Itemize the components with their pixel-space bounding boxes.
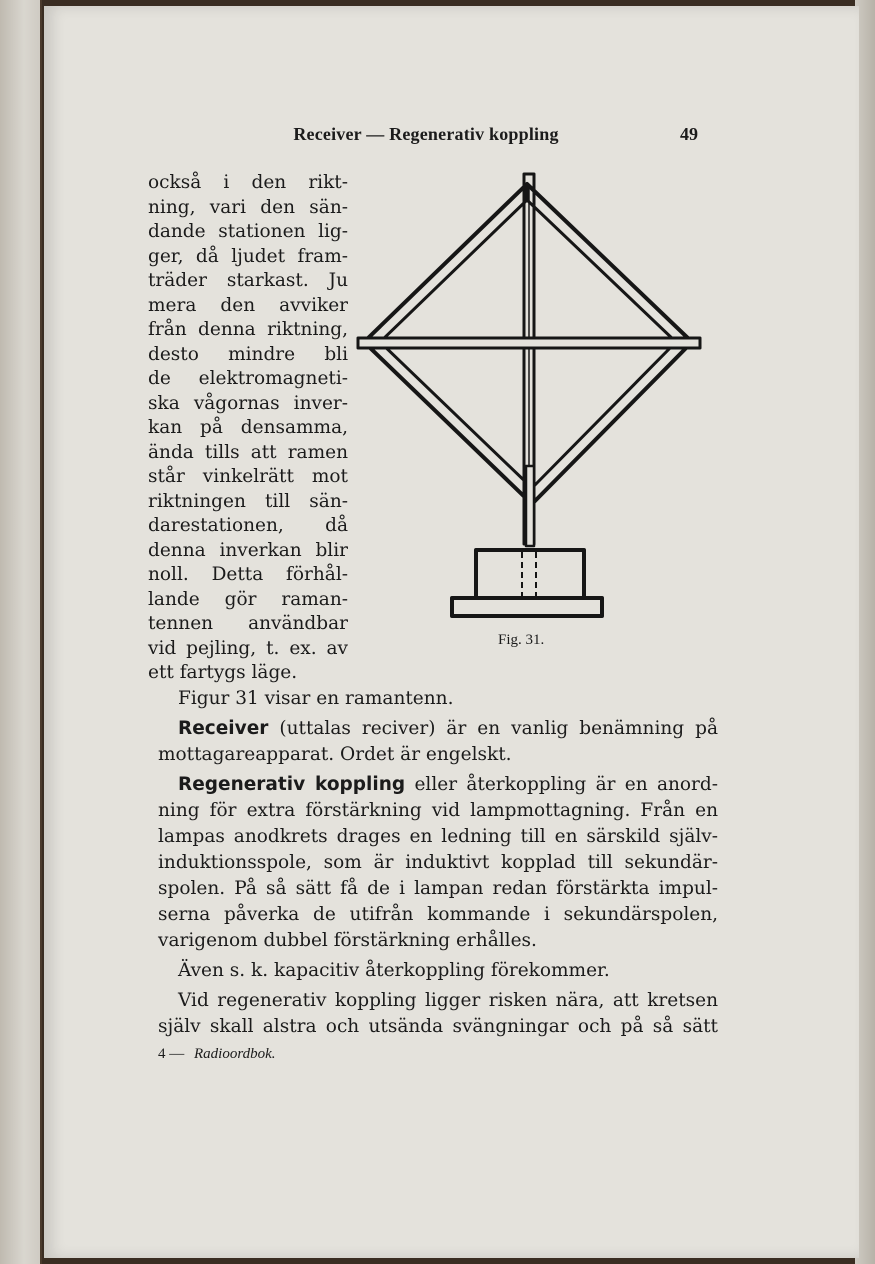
side-line: de elektromagneti- bbox=[148, 368, 348, 389]
entry-receiver: Receiver (uttalas reciver) är en vanlig benämning på mottagareapparat. Ordet är engelskt. bbox=[158, 718, 718, 765]
figure-caption: Fig. 31. bbox=[498, 632, 545, 648]
risk-paragraph: Vid regenerativ koppling ligger risken nära, att kretsen själv skall alstra och utsända svängningar och på så sätt bbox=[158, 990, 718, 1037]
signature-footer bbox=[158, 1046, 276, 1063]
side-line: riktningen till sän- bbox=[148, 490, 348, 512]
book-source: Radioordbok. bbox=[194, 1046, 276, 1062]
antenna-crossbar bbox=[358, 338, 700, 348]
side-line: desto mindre bli bbox=[148, 343, 348, 365]
side-line: noll. Detta förhål- bbox=[148, 564, 348, 585]
side-line: ning, vari den sän- bbox=[148, 196, 348, 218]
side-line: ett fartygs läge. bbox=[148, 662, 298, 683]
left-page-edge bbox=[0, 0, 42, 1264]
antenna-base bbox=[452, 550, 602, 616]
book-page bbox=[44, 6, 859, 1258]
side-line: träder starkast. Ju bbox=[148, 270, 348, 291]
side-line: också i den rikt- bbox=[148, 172, 348, 193]
entry-term: Regenerativ koppling bbox=[178, 774, 406, 795]
side-line: lande gör raman- bbox=[148, 588, 348, 610]
side-line: står vinkelrätt mot bbox=[148, 466, 348, 487]
side-line: mera den avviker bbox=[148, 294, 348, 316]
side-line: kan på densamma, bbox=[148, 417, 348, 438]
page-number: 49 bbox=[680, 124, 698, 144]
side-line: tennen användbar bbox=[148, 613, 348, 634]
body-text bbox=[158, 686, 718, 1044]
capacitive-note: Även s. k. kapacitiv återkoppling förekommer. bbox=[178, 960, 610, 981]
frame-antenna-figure bbox=[352, 166, 712, 626]
signature-mark: 4 — bbox=[158, 1046, 185, 1062]
side-line: ger, då ljudet fram- bbox=[148, 245, 348, 267]
side-line: från denna riktning, bbox=[148, 319, 348, 340]
entry-term: Receiver bbox=[178, 718, 269, 739]
side-line: ända tills att ramen bbox=[148, 441, 348, 463]
figure-reference: Figur 31 visar en ramantenn. bbox=[178, 688, 454, 709]
side-line: ska vågornas inver- bbox=[148, 392, 348, 414]
side-line: denna inverkan blir bbox=[148, 539, 348, 561]
side-line: vid pejling, t. ex. av bbox=[148, 637, 348, 659]
entry-regenerativ-koppling: Regenerativ koppling eller återkoppling är en anord- ning för extra förstärkning vid lampmottagning. Från en lampas anodkrets drages en ledning till en särskild själv- induktionsspole, som är induktivt kopplad till sekundär- spolen. På så sätt få de i lampan redan förstärkta impul- serna påverka de utifrån kommande i sekundärspolen, varigenom dubbel förstärkning erhålles. bbox=[158, 774, 718, 951]
side-line: dande stationen lig- bbox=[148, 221, 348, 242]
side-column-text bbox=[148, 171, 348, 686]
side-line: darestationen, då bbox=[148, 515, 348, 536]
running-header: Receiver — Regenerativ koppling bbox=[293, 124, 559, 144]
